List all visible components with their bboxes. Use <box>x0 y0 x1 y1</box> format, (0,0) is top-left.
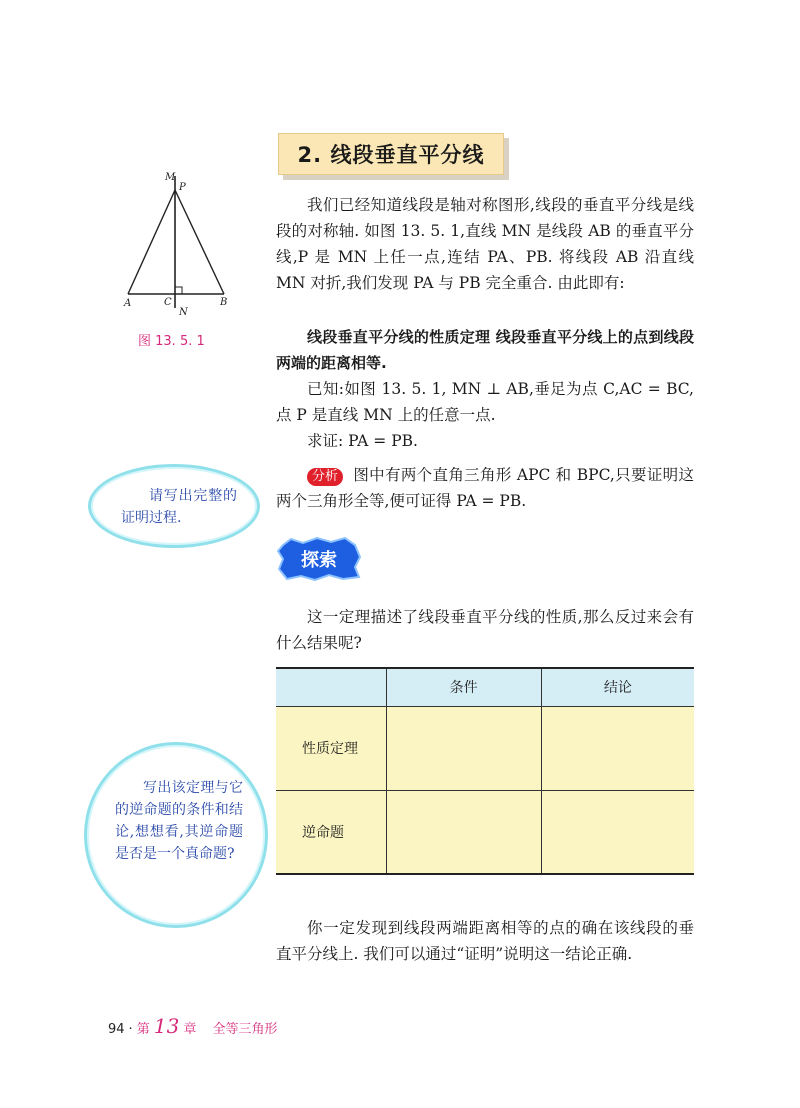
triangle-diagram <box>120 168 240 318</box>
right-angle-mark <box>175 287 182 294</box>
label-m: M <box>165 172 176 183</box>
table-header-condition: 条件 <box>386 668 541 706</box>
cell-conclusion-converse[interactable] <box>541 790 694 874</box>
segment-pa <box>128 190 175 294</box>
chapter-title: 全等三角形 <box>212 1022 278 1037</box>
conclusion-paragraph: 你一定发现到线段两端距离相等的点的确在该线段的垂直平分线上. 我们可以通过“证明”说明这一结论正确. <box>276 919 694 963</box>
label-n: N <box>179 307 188 318</box>
analysis-text: 图中有两个直角三角形 APC 和 BPC,只要证明这两个三角形全等,便可证得 PA = PB. <box>276 466 694 510</box>
segment-pb <box>175 190 224 294</box>
chapter-prefix: 第 <box>136 1022 150 1037</box>
chapter-suffix: 章 <box>183 1022 197 1037</box>
explore-badge <box>277 537 361 581</box>
analysis-paragraph <box>276 462 694 514</box>
cell-conclusion-theorem[interactable] <box>541 706 694 790</box>
cell-condition-theorem[interactable] <box>386 706 541 790</box>
comparison-table <box>276 667 694 875</box>
footer-dot: · <box>128 1022 133 1037</box>
figure-caption: 图 13. 5. 1 <box>138 334 205 349</box>
table-header-row <box>276 668 694 706</box>
label-a: A <box>124 298 132 309</box>
explore-intro-paragraph: 这一定理描述了线段垂直平分线的性质,那么反过来会有什么结果呢? <box>276 608 694 652</box>
theorem-statement: 线段垂直平分线的性质定理 线段垂直平分线上的点到线段两端的距离相等. <box>276 328 694 372</box>
hint-bubble-converse <box>84 742 268 928</box>
table-header-conclusion: 结论 <box>541 668 694 706</box>
analysis-tag: 分析 <box>307 468 343 486</box>
prove-statement: 求证: PA = PB. <box>307 432 418 450</box>
table-row <box>276 790 694 874</box>
hint-bubble-converse-text: 写出该定理与它的逆命题的条件和结论,想想看,其逆命题是否是一个真命题? <box>115 780 243 862</box>
page-footer <box>108 1014 277 1038</box>
page-number: 94 <box>108 1022 125 1037</box>
row-label-converse: 逆命题 <box>276 790 386 874</box>
given-statement: 已知:如图 13. 5. 1, MN ⊥ AB,垂足为点 C,AC = BC,点 P 是直线 MN 上的任意一点. <box>276 380 694 424</box>
intro-paragraph: 我们已经知道线段是轴对称图形,线段的垂直平分线是线段的对称轴. 如图 13. 5. 1,直线 MN 是线段 AB 的垂直平分线,P 是 MN 上任一点,连结 PA、PB. 将线段 AB 沿直线 MN 对折,我们发现 PA 与 PB 完全重合. 由此即有: <box>276 196 694 292</box>
table-header-empty <box>276 668 386 706</box>
label-c: C <box>164 297 172 308</box>
label-b: B <box>220 297 228 308</box>
table-row <box>276 706 694 790</box>
explore-label: 探索 <box>301 550 337 571</box>
label-p: P <box>179 182 186 193</box>
row-label-property-theorem: 性质定理 <box>276 706 386 790</box>
section-title: 2. 线段垂直平分线 <box>278 133 504 175</box>
chapter-number: 13 <box>153 1014 180 1038</box>
hint-bubble-proof <box>88 464 260 548</box>
cell-condition-converse[interactable] <box>386 790 541 874</box>
figure-13-5-1 <box>120 168 240 318</box>
hint-bubble-proof-text: 请写出完整的证明过程. <box>121 488 237 526</box>
chapter-label <box>137 1014 197 1038</box>
